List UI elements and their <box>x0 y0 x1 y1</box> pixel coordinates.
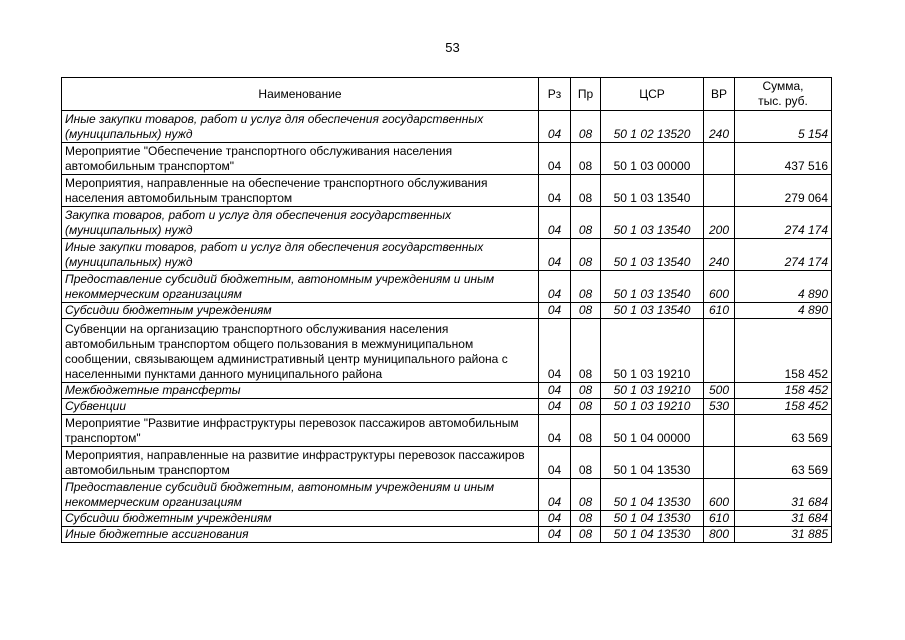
row-rz-cell: 04 <box>539 479 571 511</box>
row-rz-cell: 04 <box>539 239 571 271</box>
row-vr-cell: 240 <box>704 111 735 143</box>
table-row <box>62 303 832 319</box>
row-rz-cell: 04 <box>539 207 571 239</box>
row-name-cell: Субвенции на организацию транспортного обслуживания населения автомобильным транспортом общего пользования в межмуниципальном сообщении, связывающем административный центр муниципального района с населенными пунктами данного муниципального района <box>62 319 539 383</box>
table-row <box>62 399 832 415</box>
page-number: 53 <box>445 40 460 55</box>
row-pr-cell: 08 <box>571 447 601 479</box>
row-vr-cell <box>704 415 735 447</box>
row-sum-cell: 31 684 <box>735 479 832 511</box>
row-vr-cell <box>704 175 735 207</box>
table-row <box>62 479 832 511</box>
row-rz-cell: 04 <box>539 511 571 527</box>
row-rz-cell: 04 <box>539 527 571 543</box>
table-row <box>62 239 832 271</box>
budget-table <box>61 77 832 543</box>
row-csr-cell: 50 1 03 13540 <box>601 175 704 207</box>
row-csr-cell: 50 1 03 19210 <box>601 383 704 399</box>
row-name-cell: Предоставление субсидий бюджетным, автономным учреждениям и иным некоммерческим организациям <box>62 479 539 511</box>
row-sum-cell: 437 516 <box>735 143 832 175</box>
header-row <box>62 78 832 111</box>
row-sum-cell: 274 174 <box>735 239 832 271</box>
row-vr-cell <box>704 447 735 479</box>
header-sum <box>735 78 832 111</box>
row-vr-cell: 610 <box>704 303 735 319</box>
row-vr-cell: 200 <box>704 207 735 239</box>
row-csr-cell: 50 1 03 13540 <box>601 207 704 239</box>
row-csr-cell: 50 1 04 13530 <box>601 479 704 511</box>
row-name-cell: Мероприятия, направленные на обеспечение транспортного обслуживания населения автомобильным транспортом <box>62 175 539 207</box>
row-name-cell: Мероприятия, направленные на развитие инфраструктуры перевозок пассажиров автомобильным транспортом <box>62 447 539 479</box>
row-pr-cell: 08 <box>571 415 601 447</box>
row-vr-cell: 610 <box>704 511 735 527</box>
row-csr-cell: 50 1 03 13540 <box>601 239 704 271</box>
row-name-cell: Иные закупки товаров, работ и услуг для обеспечения государственных (муниципальных) нужд <box>62 239 539 271</box>
row-sum-cell: 279 064 <box>735 175 832 207</box>
row-pr-cell: 08 <box>571 143 601 175</box>
row-pr-cell: 08 <box>571 271 601 303</box>
row-csr-cell: 50 1 04 13530 <box>601 511 704 527</box>
row-name-cell: Мероприятие "Обеспечение транспортного обслуживания населения автомобильным транспортом" <box>62 143 539 175</box>
table-body <box>62 111 832 543</box>
row-csr-cell: 50 1 03 13540 <box>601 303 704 319</box>
table-row <box>62 143 832 175</box>
header-csr: ЦСР <box>601 78 704 111</box>
row-name-cell: Субсидии бюджетным учреждениям <box>62 303 539 319</box>
row-pr-cell: 08 <box>571 383 601 399</box>
header-vr: ВР <box>704 78 735 111</box>
row-pr-cell: 08 <box>571 111 601 143</box>
row-pr-cell: 08 <box>571 207 601 239</box>
table-row <box>62 175 832 207</box>
table-row <box>62 111 832 143</box>
row-rz-cell: 04 <box>539 271 571 303</box>
row-rz-cell: 04 <box>539 143 571 175</box>
row-vr-cell: 800 <box>704 527 735 543</box>
row-vr-cell: 600 <box>704 479 735 511</box>
row-sum-cell: 274 174 <box>735 207 832 239</box>
header-sum-line2: тыс. руб. <box>758 94 808 108</box>
row-pr-cell: 08 <box>571 527 601 543</box>
row-vr-cell: 530 <box>704 399 735 415</box>
table-row <box>62 415 832 447</box>
table-row <box>62 447 832 479</box>
row-name-cell: Иные бюджетные ассигнования <box>62 527 539 543</box>
row-rz-cell: 04 <box>539 399 571 415</box>
row-sum-cell: 158 452 <box>735 399 832 415</box>
header-pr: Пр <box>571 78 601 111</box>
row-vr-cell <box>704 319 735 383</box>
row-name-cell: Межбюджетные трансферты <box>62 383 539 399</box>
table-row <box>62 207 832 239</box>
row-vr-cell: 240 <box>704 239 735 271</box>
row-sum-cell: 4 890 <box>735 271 832 303</box>
row-name-cell: Субсидии бюджетным учреждениям <box>62 511 539 527</box>
row-sum-cell: 158 452 <box>735 383 832 399</box>
row-rz-cell: 04 <box>539 415 571 447</box>
row-sum-cell: 5 154 <box>735 111 832 143</box>
row-pr-cell: 08 <box>571 319 601 383</box>
row-vr-cell <box>704 143 735 175</box>
row-name-cell: Мероприятие "Развитие инфраструктуры перевозок пассажиров автомобильным транспортом" <box>62 415 539 447</box>
row-pr-cell: 08 <box>571 239 601 271</box>
table-row <box>62 527 832 543</box>
row-csr-cell: 50 1 03 19210 <box>601 319 704 383</box>
table-row <box>62 511 832 527</box>
row-rz-cell: 04 <box>539 383 571 399</box>
row-csr-cell: 50 1 04 13530 <box>601 447 704 479</box>
row-sum-cell: 31 684 <box>735 511 832 527</box>
row-rz-cell: 04 <box>539 303 571 319</box>
row-name-cell: Субвенции <box>62 399 539 415</box>
row-csr-cell: 50 1 04 13530 <box>601 527 704 543</box>
row-csr-cell: 50 1 02 13520 <box>601 111 704 143</box>
row-csr-cell: 50 1 04 00000 <box>601 415 704 447</box>
row-csr-cell: 50 1 03 00000 <box>601 143 704 175</box>
row-pr-cell: 08 <box>571 479 601 511</box>
header-rz: Рз <box>539 78 571 111</box>
row-vr-cell: 500 <box>704 383 735 399</box>
row-sum-cell: 158 452 <box>735 319 832 383</box>
row-sum-cell: 63 569 <box>735 415 832 447</box>
row-pr-cell: 08 <box>571 303 601 319</box>
row-vr-cell: 600 <box>704 271 735 303</box>
row-rz-cell: 04 <box>539 111 571 143</box>
row-sum-cell: 63 569 <box>735 447 832 479</box>
row-rz-cell: 04 <box>539 447 571 479</box>
row-name-cell: Закупка товаров, работ и услуг для обеспечения государственных (муниципальных) нужд <box>62 207 539 239</box>
header-name: Наименование <box>62 78 539 111</box>
row-pr-cell: 08 <box>571 175 601 207</box>
row-sum-cell: 31 885 <box>735 527 832 543</box>
row-rz-cell: 04 <box>539 175 571 207</box>
table-header <box>62 78 832 111</box>
row-name-cell: Предоставление субсидий бюджетным, автономным учреждениям и иным некоммерческим организациям <box>62 271 539 303</box>
row-pr-cell: 08 <box>571 511 601 527</box>
table-row <box>62 319 832 383</box>
row-csr-cell: 50 1 03 19210 <box>601 399 704 415</box>
row-rz-cell: 04 <box>539 319 571 383</box>
row-csr-cell: 50 1 03 13540 <box>601 271 704 303</box>
row-name-cell: Иные закупки товаров, работ и услуг для обеспечения государственных (муниципальных) нужд <box>62 111 539 143</box>
row-pr-cell: 08 <box>571 399 601 415</box>
header-sum-line1: Сумма, <box>762 79 804 93</box>
table-row <box>62 383 832 399</box>
row-sum-cell: 4 890 <box>735 303 832 319</box>
table-row <box>62 271 832 303</box>
